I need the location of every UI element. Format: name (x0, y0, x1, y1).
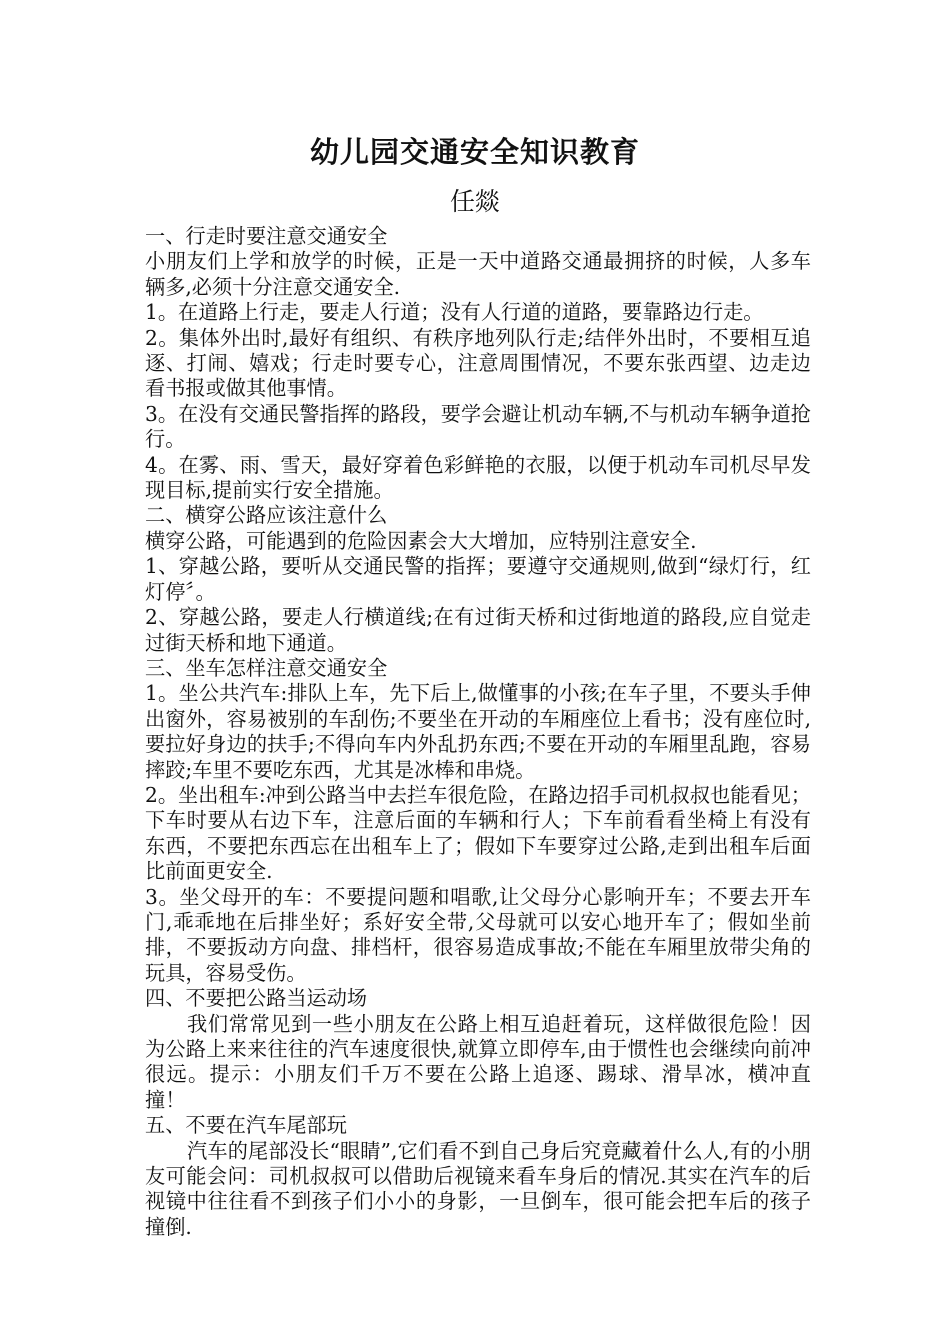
paragraph: 横穿公路，可能遇到的危险因素会大大增加，应特别注意安全. (145, 528, 697, 553)
section-heading: 二、横穿公路应该注意什么 (145, 503, 388, 528)
paragraph: 1、穿越公路，要听从交通民警的指挥；要遵守交通规则,做到“绿灯行，红灯停〞。 (145, 554, 811, 604)
paragraph: 2。坐出租车:冲到公路当中去拦车很危险，在路边招手司机叔叔也能看见；下车时要从右边下车，注意后面的车辆和行人；下车前看看坐椅上有没有东西，不要把东西忘在出租车上了；假如下车要穿过公路,走到出租车后面比前面更安全. (145, 782, 811, 884)
paragraph: 1。坐公共汽车:排队上车，先下后上,做懂事的小孩;在车子里，不要头手伸出窗外，容易被别的车刮伤;不要坐在开动的车厢座位上看书；没有座位时,要拉好身边的扶手;不得向车内外乱扔东西;不要在开动的车厢里乱跑，容易摔跤;车里不要吃东西，尤其是冰棒和串烧。 (145, 681, 811, 782)
document-body (145, 224, 811, 1240)
document-author: 任燚 (449, 187, 500, 216)
paragraph: 汽车的尾部没长“眼睛”,它们看不到自己身后究竟藏着什么人,有的小朋友可能会问：司机叔叔可以借助后视镜来看车身后的情况.其实在汽车的后视镜中往往看不到孩子们小小的身影，一旦倒车，很可能会把车后的孩子撞倒. (145, 1138, 811, 1239)
document-title: 幼儿园交通安全知识教育 (309, 135, 640, 169)
paragraph: 我们常常见到一些小朋友在公路上相互追赶着玩，这样做很危险！因为公路上来来往往的汽车速度很快,就算立即停车,由于惯性也会继续向前冲很远。提示：小朋友们千万不要在公路上追逐、踢球、滑旱冰，横冲直撞！ (145, 1011, 811, 1112)
paragraph: 2。集体外出时,最好有组织、有秩序地列队行走;结伴外出时，不要相互追逐、打闹、嬉戏；行走时要专心，注意周围情况，不要东张西望、边走边看书报或做其他事情。 (145, 325, 811, 401)
paragraph: 3。坐父母开的车：不要提问题和唱歌,让父母分心影响开车；不要去开车门,乖乖地在后排坐好；系好安全带,父母就可以安心地开车了；假如坐前排，不要扳动方向盘、排档杆，很容易造成事故;不能在车厢里放带尖角的玩具，容易受伤。 (145, 884, 811, 985)
section-heading: 四、不要把公路当运动场 (145, 986, 368, 1011)
paragraph: 1。在道路上行走，要走人行道；没有人行道的道路，要靠路边行走。 (145, 300, 764, 325)
paragraph: 小朋友们上学和放学的时候，正是一天中道路交通最拥挤的时候，人多车辆多,必须十分注意交通安全. (145, 249, 811, 299)
section-heading: 三、坐车怎样注意交通安全 (145, 655, 388, 680)
paragraph: 4。在雾、雨、雪天，最好穿着色彩鲜艳的衣服，以便于机动车司机尽早发现目标,提前实行安全措施。 (145, 452, 811, 503)
paragraph: 3。在没有交通民警指挥的路段，要学会避让机动车辆,不与机动车辆争道抢行。 (145, 401, 811, 452)
paragraph: 2、穿越公路，要走人行横道线;在有过街天桥和过街地道的路段,应自觉走过街天桥和地下通道。 (145, 605, 811, 655)
section-heading: 一、行走时要注意交通安全 (145, 224, 388, 248)
section-heading: 五、不要在汽车尾部玩 (145, 1113, 347, 1138)
